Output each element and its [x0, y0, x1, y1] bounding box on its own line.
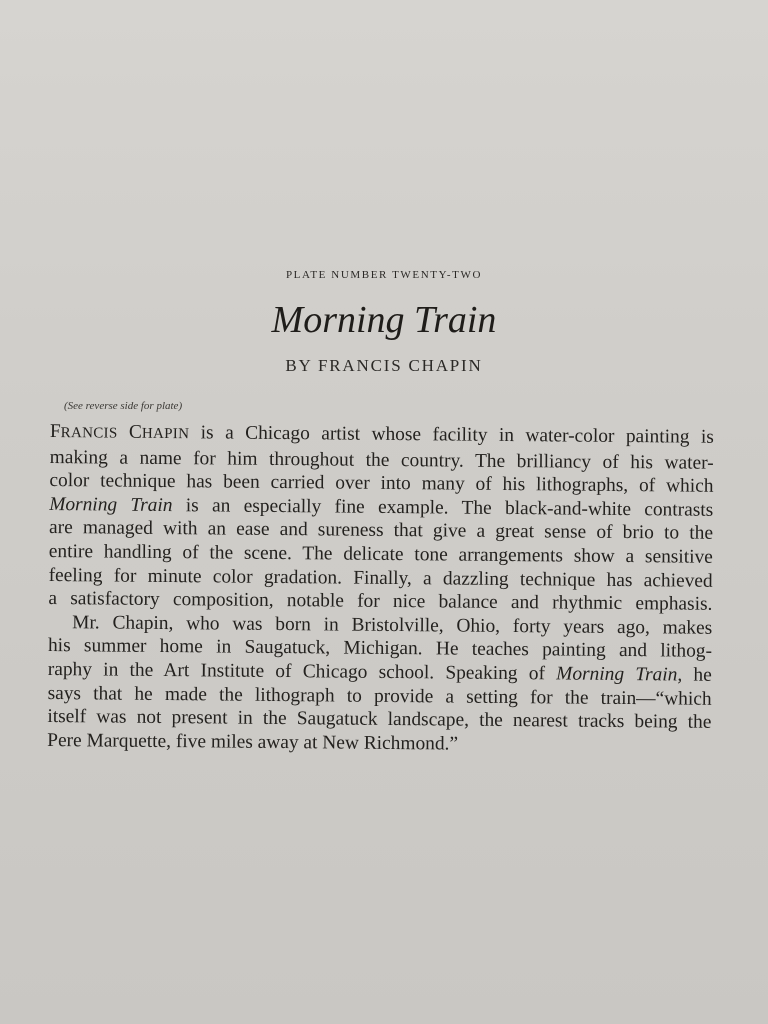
paragraph-2-line-1: Mr. Chapin, who was born in Bristolville, Ohio, forty years ago, makes [72, 611, 713, 639]
small-caps-rest: RANCIS [60, 425, 118, 442]
paragraph-1-line-6: entire handling of the scene. The delicate tone arrangements show a sensitive [48, 540, 713, 568]
line-text: is an especially fine example. The black-and-white contrasts [172, 494, 714, 521]
line-text: he [682, 664, 712, 686]
reverse-side-note: (See reverse side for plate) [64, 400, 183, 412]
line-text: is a Chicago artist whose facility in water-color painting is [189, 422, 714, 448]
small-caps-initial: F [49, 420, 61, 443]
paragraph-2-line-4: says that he made the lithograph to provide a setting for the train—“which [47, 682, 712, 710]
article-body [47, 420, 714, 758]
paragraph-2-line-6: Pere Marquette, five miles away at New Richmond.” [47, 729, 459, 755]
paragraph-1-line-7: feeling for minute color gradation. Finally, a dazzling technique has achieved [48, 564, 713, 592]
paragraph-1-line-8: a satisfactory composition, notable for nice balance and rhythmic emphasis. [48, 588, 713, 615]
italic-title: Morning Train [49, 493, 173, 516]
artist-byline: BY FRANCIS CHAPIN [285, 356, 483, 375]
plate-number-heading: PLATE NUMBER TWENTY-TWO [285, 269, 483, 281]
line-text: raphy in the Art Institute of Chicago school. Speaking of [47, 658, 557, 685]
artwork-title: Morning Train [271, 299, 497, 341]
small-caps-initial: C [128, 421, 143, 443]
italic-title: Morning Train, [556, 663, 683, 686]
paragraph-2-line-2: his summer home in Saugatuck, Michigan. He teaches painting and lithog- [47, 635, 713, 663]
paragraph-2-line-5: itself was not present in the Saugatuck landscape, the nearest tracks being the [47, 706, 712, 733]
paragraph-1-line-5: are managed with an ease and sureness that give a great sense of brio to the [48, 517, 714, 545]
small-caps-rest: HAPIN [141, 425, 190, 443]
paragraph-1-line-3: color technique has been carried over into many of his lithographs, of which [49, 470, 714, 497]
paragraph-1-line-2: making a name for him throughout the country. The brilliancy of his water- [49, 446, 714, 474]
